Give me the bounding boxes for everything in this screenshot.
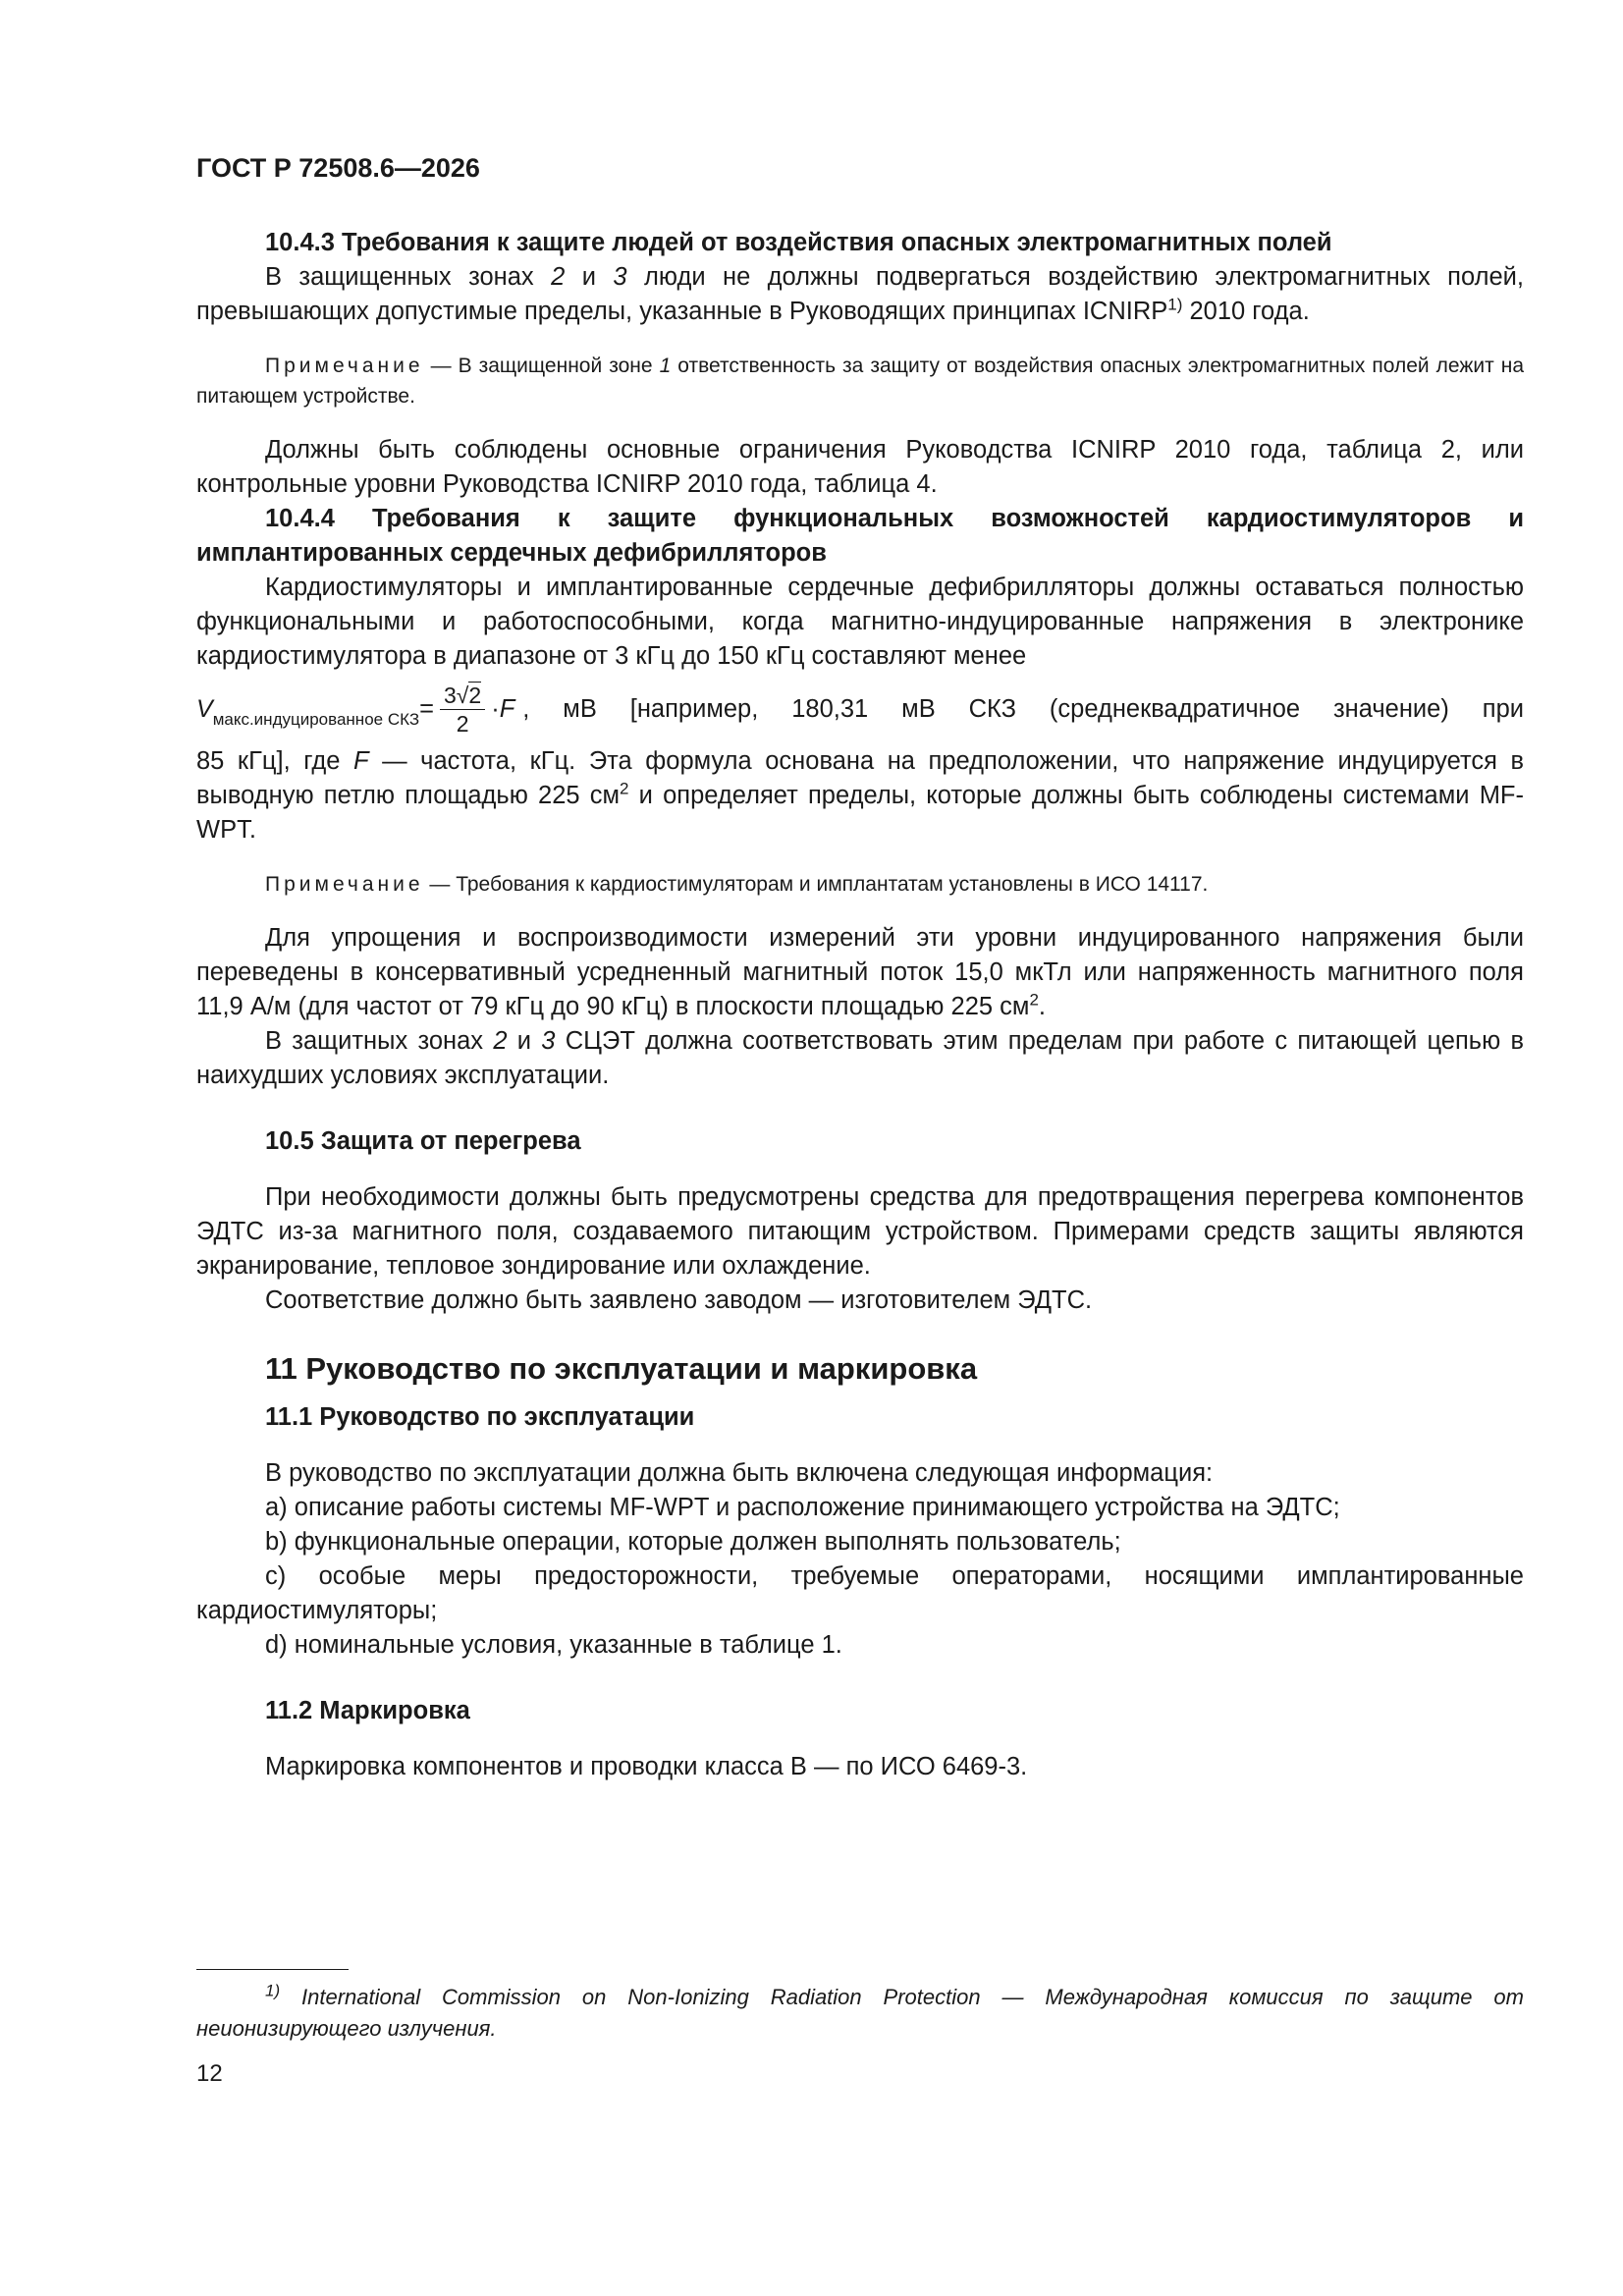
paragraph: Кардиостимуляторы и имплантированные сердечные дефибрилляторы должны оставаться полностью функциональными и работоспособными, когда магнитно-индуцированные напряжения в электронике кардиостимулятора в диапазоне от 3 кГц до 150 кГц составляют менее xyxy=(196,574,1524,670)
voltage-formula: V макс.индуцированное СКЗ = $\frac{3√2}{2}$ · F xyxy=(196,682,515,737)
footnote-reference: 1) xyxy=(1167,295,1183,314)
formula-line: V макс.индуцированное СКЗ = $\frac{3√2}{2}$ · F , мВ [например, 180,31 мВ СКЗ (среднеквадратичное значение) при xyxy=(196,682,1524,737)
footnote-mark: 1) xyxy=(265,1981,281,2000)
standard-code: ГОСТ Р 72508.6—2026 xyxy=(196,153,480,183)
formula-fraction: $\frac{3√2}{2}$ xyxy=(440,682,485,738)
heading-section-11: 11 Руководство по эксплуатации и маркировка xyxy=(265,1351,978,1386)
heading-10-5: 10.5 Защита от перегрева xyxy=(265,1127,581,1155)
paragraph: При необходимости должны быть предусмотрены средства для предотвращения перегрева компонентов ЭДТС из-за магнитного поля, создаваемого питающим устройством. Примерами средств защиты являются экранирование, тепловое зондирование или охлаждение. xyxy=(196,1183,1524,1280)
paragraph: 85 кГц], где F — частота, кГц. Эта формула основана на предположении, что напряжение индуцируется в выводную петлю площадью 225 $см^2$ и определяет пределы, которые должны быть соблюдены системами MF-WPT. xyxy=(196,747,1524,844)
footnote: $^{1)}$ International Commission on Non-Ionizing Radiation Protection — Международная комиссия по защите от неионизирующего излучения. xyxy=(196,1981,1524,2041)
footnote-divider xyxy=(196,1969,349,1970)
paragraph: В руководство по эксплуатации должна быть включена следующая информация: xyxy=(265,1459,1214,1487)
note: Примечание — Требования к кардиостимуляторам и имплантатам установлены в ИСО 14117. xyxy=(265,873,1209,896)
note-label: Примечание xyxy=(265,355,424,377)
paragraph: Должны быть соблюдены основные ограничения Руководства ICNIRP 2010 года, таблица 2, или контрольные уровни Руководства ICNIRP 2010 года, таблица 4. xyxy=(196,436,1524,498)
note-label: Примечание xyxy=(265,873,424,896)
heading-11-1: 11.1 Руководство по эксплуатации xyxy=(265,1403,695,1431)
list-item: b) функциональные операции, которые должен выполнять пользователь; xyxy=(265,1528,1121,1556)
heading-11-2: 11.2 Маркировка xyxy=(265,1697,470,1724)
heading-10-4-3: 10.4.3 Требования к защите людей от воздействия опасных электромагнитных полей xyxy=(265,229,1332,256)
paragraph: Соответствие должно быть заявлено заводом — изготовителем ЭДТС. xyxy=(265,1286,1093,1314)
paragraph: В защитных зонах 2 и 3 СЦЭТ должна соответствовать этим пределам при работе с питающей цепью в наихудших условиях эксплуатации. xyxy=(196,1027,1525,1089)
paragraph: Для упрощения и воспроизводимости измерений эти уровни индуцированного напряжения были переведены в консервативный усредненный магнитный поток 15,0 мкТл или напряженность магнитного поля 11,9 А/м (для частот от 79 кГц до 90 кГц) в плоскости площадью 225 $см^2$. xyxy=(196,924,1524,1020)
list-item: d) номинальные условия, указанные в таблице 1. xyxy=(265,1631,842,1659)
heading-10-4-4: 10.4.4 Требования к защите функциональных возможностей кардиостимуляторов и имплантированных сердечных дефибрилляторов xyxy=(196,505,1524,567)
zone-number: 2 xyxy=(551,263,566,291)
paragraph: В защищенных зонах 2 и 3 люди не должны подвергаться воздействию электромагнитных полей, превышающих допустимые пределы, указанные в Руководящих принципах ICNIRP$^{1)}$ 2010 года. xyxy=(196,263,1524,325)
list-item: c) особые меры предосторожности, требуемые операторами, носящими имплантированные кардиостимуляторы; xyxy=(196,1562,1524,1624)
page-body xyxy=(196,226,1524,1784)
list-item: a) описание работы системы MF-WPT и расположение принимающего устройства на ЭДТС; xyxy=(265,1494,1340,1521)
zone-number: 3 xyxy=(613,263,627,291)
note: Примечание — В защищенной зоне 1 ответственность за защиту от воздействия опасных электромагнитных полей лежит на питающем устройстве. xyxy=(196,355,1524,408)
sqrt-icon: √ xyxy=(456,682,469,708)
paragraph: Маркировка компонентов и проводки класса B — по ИСО 6469-3. xyxy=(265,1753,1028,1780)
page-number: 12 xyxy=(196,2060,223,2087)
